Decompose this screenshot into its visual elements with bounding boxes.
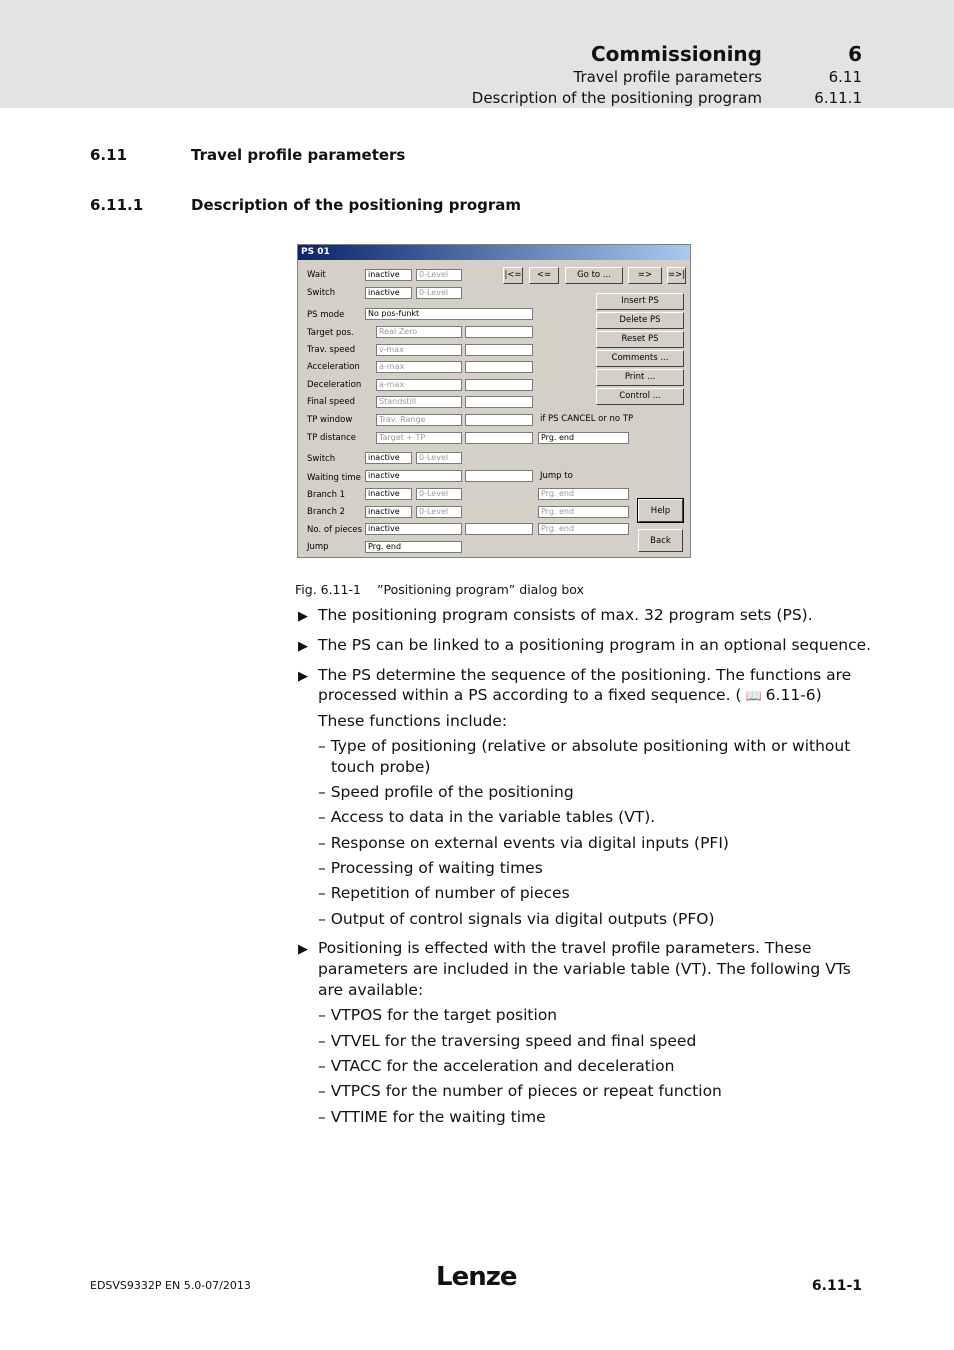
label-if-ps-cancel: if PS CANCEL or no TP — [540, 414, 634, 424]
bullet-arrow-icon: ▶ — [298, 942, 308, 957]
switch-2-level-select[interactable]: 0-Level — [416, 452, 462, 464]
list-item-continuation: touch probe) — [331, 758, 431, 776]
switch-level-select[interactable]: 0-Level — [416, 287, 462, 299]
bullet-arrow-icon: ▶ — [298, 609, 308, 624]
reset-ps-button[interactable]: Reset PS — [596, 331, 684, 348]
section-number: 6.11 — [828, 68, 862, 86]
label-switch-2: Switch — [307, 454, 336, 464]
page-reference-link[interactable]: 6.11-6) — [765, 686, 822, 704]
deceleration-select[interactable]: a-max — [376, 379, 462, 391]
branch-1-level-select[interactable]: 0-Level — [416, 488, 462, 500]
switch-select[interactable]: inactive — [365, 287, 412, 299]
section-title: Travel profile parameters — [573, 68, 762, 86]
label-waiting-time: Waiting time — [307, 473, 361, 483]
waiting-time-value[interactable] — [465, 470, 533, 482]
back-button[interactable]: Back — [638, 529, 683, 552]
list-item: – Speed profile of the positioning — [318, 783, 574, 801]
delete-ps-button[interactable]: Delete PS — [596, 312, 684, 329]
figure-number: Fig. 6.11-1 — [295, 582, 361, 597]
acceleration-select[interactable]: a-max — [376, 361, 462, 373]
book-icon: 📖 — [745, 689, 762, 704]
bullet-item: ▶ The PS can be linked to a positioning program in an optional sequence. — [298, 635, 871, 657]
no-of-pieces-value[interactable] — [465, 523, 533, 535]
list-item: – Type of positioning (relative or absolute positioning with or without — [318, 737, 851, 755]
waiting-time-select[interactable]: inactive — [365, 470, 462, 482]
final-speed-select[interactable]: Standstill — [376, 396, 462, 408]
chapter-title: Commissioning — [590, 42, 762, 66]
heading-1-text: Travel profile parameters — [191, 146, 406, 164]
subsection-title: Description of the positioning program — [471, 89, 762, 107]
heading-2-number: 6.11.1 — [90, 196, 144, 214]
heading-2-text: Description of the positioning program — [191, 196, 522, 214]
lenze-logo: Lenze — [436, 1262, 517, 1292]
tp-distance-value[interactable] — [465, 432, 533, 444]
label-branch-1: Branch 1 — [307, 490, 346, 500]
first-ps-button[interactable]: |<= — [503, 267, 523, 284]
list-item: – VTPOS for the target position — [318, 1006, 558, 1024]
trav-speed-select[interactable]: v-max — [376, 344, 462, 356]
list-item: – Processing of waiting times — [318, 859, 543, 877]
positioning-program-dialog — [297, 244, 691, 558]
tp-window-value[interactable] — [465, 414, 533, 426]
label-wait: Wait — [307, 270, 326, 280]
bullet-continuation: processed within a PS according to a fixed sequence. ( 📖 6.11-6) — [318, 686, 822, 704]
label-acceleration: Acceleration — [307, 362, 360, 372]
label-branch-2: Branch 2 — [307, 507, 346, 517]
label-trav-speed: Trav. speed — [307, 345, 356, 355]
tp-distance-select[interactable]: Target + TP — [376, 432, 462, 444]
branch-1-select[interactable]: inactive — [365, 488, 412, 500]
list-item: – VTTIME for the waiting time — [318, 1108, 546, 1126]
next-ps-button[interactable]: => — [628, 267, 662, 284]
insert-ps-button[interactable]: Insert PS — [596, 293, 684, 310]
document-id: EDSVS9332P EN 5.0-07/2013 — [90, 1279, 251, 1292]
label-jump-to: Jump to — [540, 471, 573, 481]
deceleration-value[interactable] — [465, 379, 533, 391]
bullet-item: ▶ The PS determine the sequence of the positioning. The functions are — [298, 665, 851, 687]
goto-button[interactable]: Go to ... — [565, 267, 623, 284]
heading-1-number: 6.11 — [90, 146, 128, 164]
label-jump: Jump — [307, 542, 329, 552]
tp-prg-end-select[interactable]: Prg. end — [538, 432, 629, 444]
list-item: – Response on external events via digital inputs (PFI) — [318, 834, 729, 852]
jump-select[interactable]: Prg. end — [365, 541, 462, 553]
list-item: – VTVEL for the traversing speed and final speed — [318, 1032, 697, 1050]
bullet-continuation: parameters are included in the variable table (VT). The following VTs — [318, 960, 851, 978]
label-tp-distance: TP distance — [307, 433, 357, 443]
bullet-arrow-icon: ▶ — [298, 669, 308, 684]
branch-2-select[interactable]: inactive — [365, 506, 412, 518]
control-button[interactable]: Control ... — [596, 388, 684, 405]
bullet-arrow-icon: ▶ — [298, 639, 308, 654]
trav-speed-value[interactable] — [465, 344, 533, 356]
wait-select[interactable]: inactive — [365, 269, 412, 281]
tp-window-select[interactable]: Trav. Range — [376, 414, 462, 426]
label-final-speed: Final speed — [307, 397, 355, 407]
dialog-title-bar: PS 01 — [298, 245, 690, 260]
target-pos-select[interactable]: Real Zero — [376, 326, 462, 338]
target-pos-value[interactable] — [465, 326, 533, 338]
bullet-continuation: are available: — [318, 981, 424, 999]
subsection-number: 6.11.1 — [814, 89, 862, 107]
functions-intro: These functions include: — [318, 712, 508, 730]
label-tp-window: TP window — [307, 415, 353, 425]
print-button[interactable]: Print ... — [596, 369, 684, 386]
label-deceleration: Deceleration — [307, 380, 362, 390]
acceleration-value[interactable] — [465, 361, 533, 373]
label-ps-mode: PS mode — [307, 310, 345, 320]
label-no-of-pieces: No. of pieces — [307, 525, 363, 535]
ps-mode-select[interactable]: No pos-funkt — [365, 308, 533, 320]
chapter-number: 6 — [848, 42, 862, 66]
list-item: – VTACC for the acceleration and deceleration — [318, 1057, 675, 1075]
branch-1-jump-select[interactable]: Prg. end — [538, 488, 629, 500]
prev-ps-button[interactable]: <= — [529, 267, 559, 284]
bullet-item: ▶ The positioning program consists of max. 32 program sets (PS). — [298, 605, 813, 627]
branch-2-level-select[interactable]: 0-Level — [416, 506, 462, 518]
wait-level-select[interactable]: 0-Level — [416, 269, 462, 281]
last-ps-button[interactable]: =>| — [667, 267, 686, 284]
figure-caption: ”Positioning program” dialog box — [377, 582, 584, 597]
switch-2-select[interactable]: inactive — [365, 452, 412, 464]
list-item: – Output of control signals via digital outputs (PFO) — [318, 910, 715, 928]
label-switch: Switch — [307, 288, 336, 298]
branch-2-jump-select[interactable]: Prg. end — [538, 506, 629, 518]
label-target-pos: Target pos. — [307, 328, 354, 338]
final-speed-value[interactable] — [465, 396, 533, 408]
list-item: – VTPCS for the number of pieces or repeat function — [318, 1082, 722, 1100]
help-button[interactable]: Help — [638, 499, 683, 522]
comments-button[interactable]: Comments ... — [596, 350, 684, 367]
no-of-pieces-jump-select[interactable]: Prg. end — [538, 523, 629, 535]
no-of-pieces-select[interactable]: inactive — [365, 523, 462, 535]
bullet-item: ▶ Positioning is effected with the travel profile parameters. These — [298, 938, 811, 960]
list-item: – Repetition of number of pieces — [318, 884, 570, 902]
page-number: 6.11-1 — [811, 1278, 862, 1294]
list-item: – Access to data in the variable tables (VT). — [318, 808, 656, 826]
